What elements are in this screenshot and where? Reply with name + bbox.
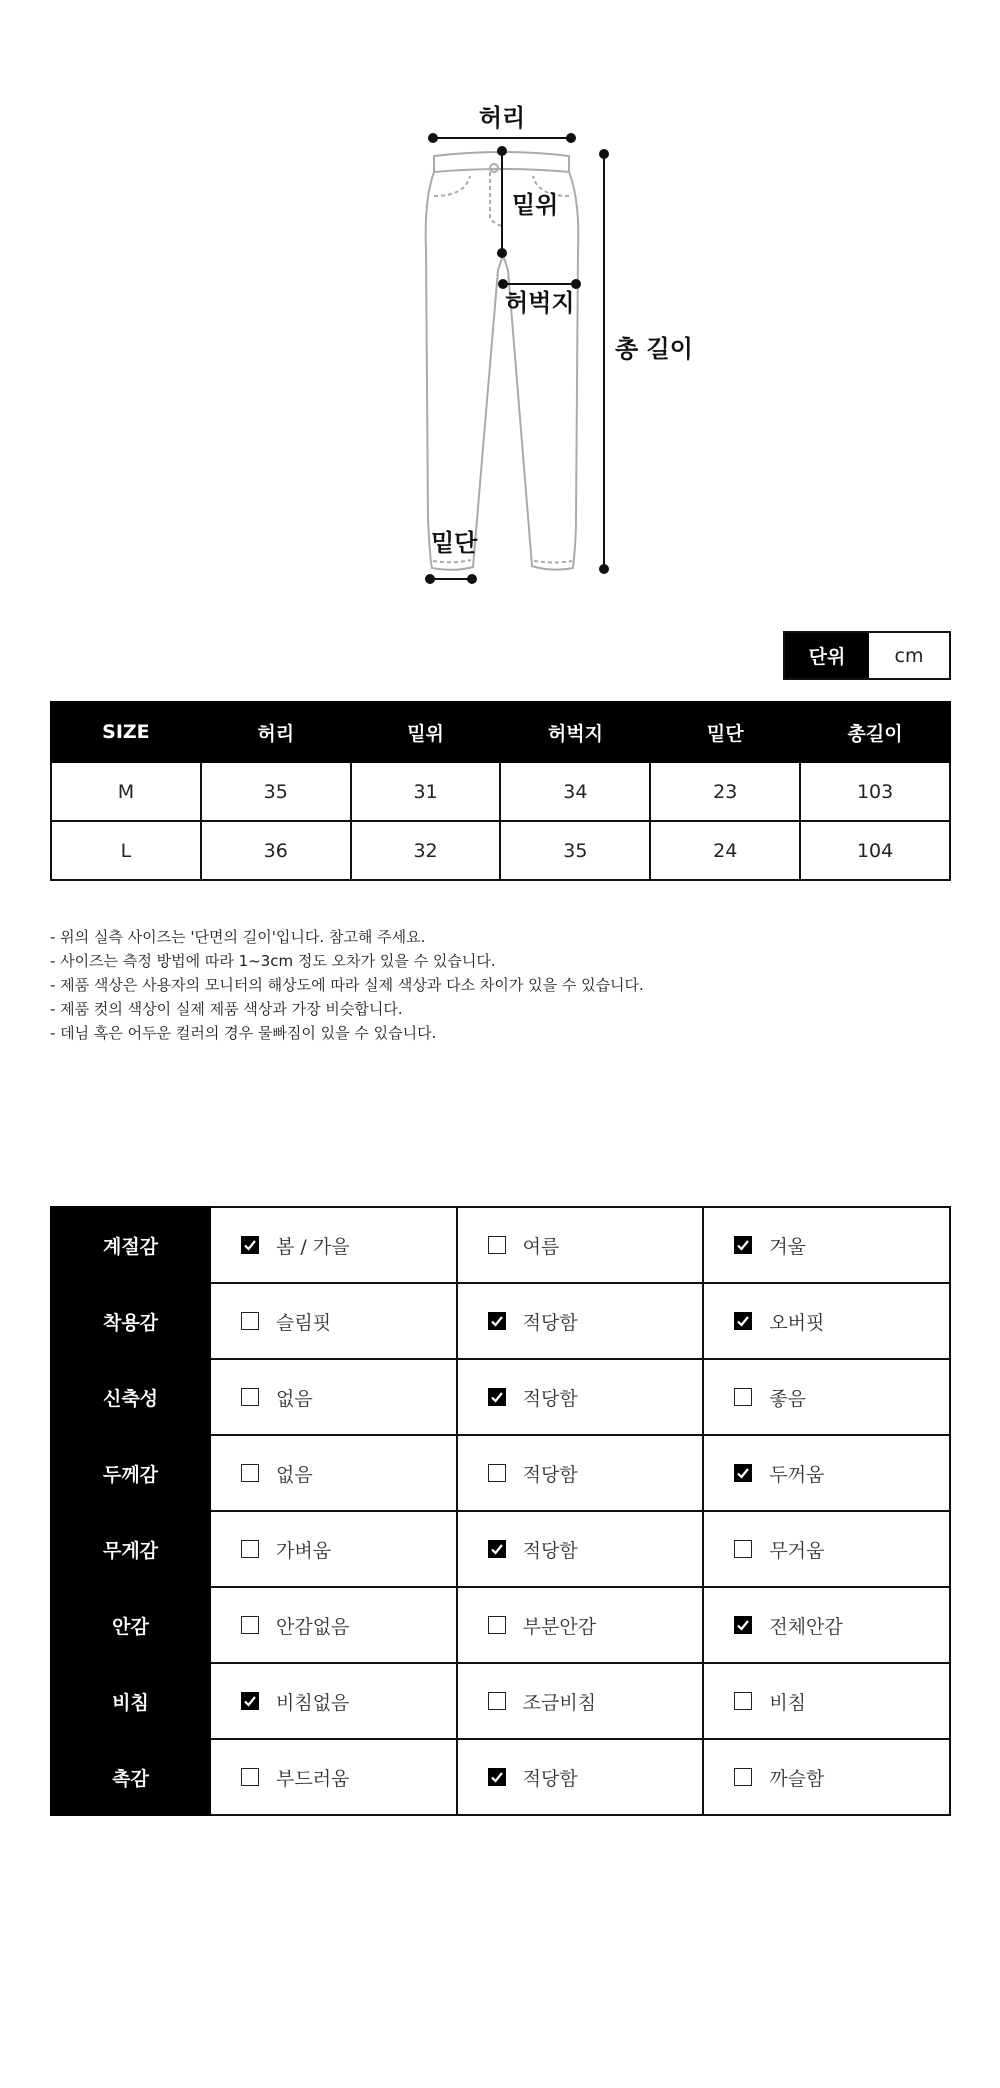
feature-option <box>241 1384 455 1411</box>
feature-option-cell <box>703 1511 950 1587</box>
col-hem: 밑단 <box>650 702 800 762</box>
feature-option-cell <box>210 1283 457 1359</box>
feature-option-cell <box>210 1435 457 1511</box>
col-rise: 밑위 <box>351 702 501 762</box>
feature-category: 비침 <box>51 1663 210 1739</box>
feature-option-cell <box>703 1587 950 1663</box>
feature-row <box>51 1739 950 1815</box>
unit-label: 단위 <box>785 633 869 678</box>
feature-option-cell <box>457 1663 704 1739</box>
feature-option <box>241 1536 455 1563</box>
feature-option-label: 조금비침 <box>522 1691 597 1714</box>
unit-value: cm <box>894 644 924 667</box>
checked-checkbox-icon <box>241 1236 259 1254</box>
feature-row <box>51 1435 950 1511</box>
feature-option <box>488 1308 702 1335</box>
empty-checkbox-icon <box>241 1540 259 1558</box>
feature-option-cell <box>457 1511 704 1587</box>
table-row <box>51 821 950 880</box>
feature-option-label: 적당함 <box>522 1463 578 1486</box>
note-line: - 사이즈는 측정 방법에 따라 1~3cm 정도 오차가 있을 수 있습니다. <box>50 952 496 970</box>
feature-option-cell <box>457 1739 704 1815</box>
feature-option-label: 여름 <box>522 1235 560 1258</box>
empty-checkbox-icon <box>734 1388 752 1406</box>
feature-option-label: 가벼움 <box>276 1539 332 1562</box>
note-line: - 제품 색상은 사용자의 모니터의 해상도에 따라 실제 색상과 다소 차이가 있을 수 있습니다. <box>50 976 644 994</box>
feature-option-label: 적당함 <box>522 1387 578 1410</box>
feature-category: 착용감 <box>51 1283 210 1359</box>
feature-category: 촉감 <box>51 1739 210 1815</box>
table-cell: 103 <box>800 762 950 821</box>
empty-checkbox-icon <box>488 1692 506 1710</box>
feature-option <box>734 1536 948 1563</box>
feature-option-cell <box>457 1207 704 1283</box>
empty-checkbox-icon <box>734 1768 752 1786</box>
note-line: - 제품 컷의 색상이 실제 제품 색상과 가장 비슷합니다. <box>50 1000 403 1018</box>
table-cell: M <box>51 762 201 821</box>
table-cell: 35 <box>201 762 351 821</box>
feature-option <box>734 1308 948 1335</box>
feature-option <box>488 1384 702 1411</box>
feature-option-label: 오버핏 <box>769 1311 825 1334</box>
table-cell: 34 <box>500 762 650 821</box>
empty-checkbox-icon <box>488 1464 506 1482</box>
feature-option-cell <box>703 1435 950 1511</box>
empty-checkbox-icon <box>241 1388 259 1406</box>
empty-checkbox-icon <box>241 1616 259 1634</box>
label-hem: 밑단 <box>431 529 478 557</box>
feature-option-cell <box>703 1739 950 1815</box>
feature-option <box>488 1536 702 1563</box>
feature-option-cell <box>210 1739 457 1815</box>
empty-checkbox-icon <box>241 1312 259 1330</box>
feature-option <box>241 1232 455 1259</box>
feature-category: 두께감 <box>51 1435 210 1511</box>
feature-option-label: 슬림핏 <box>276 1311 332 1334</box>
empty-checkbox-icon <box>241 1768 259 1786</box>
feature-option-label: 적당함 <box>522 1311 578 1334</box>
feature-option-label: 무거움 <box>769 1539 825 1562</box>
feature-option <box>734 1688 948 1715</box>
feature-option-label: 봄 / 가을 <box>276 1235 350 1258</box>
checked-checkbox-icon <box>488 1388 506 1406</box>
feature-option <box>734 1460 948 1487</box>
feature-category: 무게감 <box>51 1511 210 1587</box>
col-total-length: 총길이 <box>800 702 950 762</box>
pants-measurement-diagram <box>0 0 1000 600</box>
checked-checkbox-icon <box>734 1464 752 1482</box>
note-line: - 위의 실측 사이즈는 '단면의 길이'입니다. 참고해 주세요. <box>50 928 426 946</box>
feature-option <box>241 1612 455 1639</box>
feature-option-label: 전체안감 <box>769 1615 843 1638</box>
feature-row <box>51 1283 950 1359</box>
feature-option <box>734 1232 948 1259</box>
unit-indicator <box>783 631 951 680</box>
table-cell: 32 <box>351 821 501 880</box>
feature-category: 계절감 <box>51 1207 210 1283</box>
feature-option-label: 부분안감 <box>522 1615 597 1638</box>
feature-option-label: 까슬함 <box>769 1767 825 1790</box>
table-cell: L <box>51 821 201 880</box>
checked-checkbox-icon <box>734 1312 752 1330</box>
table-cell: 31 <box>351 762 501 821</box>
feature-option-cell <box>210 1207 457 1283</box>
label-rise: 밑위 <box>512 191 559 219</box>
feature-option <box>241 1688 455 1715</box>
feature-row <box>51 1511 950 1587</box>
feature-option-label: 적당함 <box>522 1539 578 1562</box>
table-cell: 23 <box>650 762 800 821</box>
feature-option-label: 적당함 <box>522 1767 578 1790</box>
size-table <box>50 701 951 881</box>
feature-option <box>488 1460 702 1487</box>
feature-category: 신축성 <box>51 1359 210 1435</box>
feature-option <box>488 1612 702 1639</box>
size-notes <box>50 925 644 1045</box>
table-cell: 24 <box>650 821 800 880</box>
feature-option-cell <box>210 1587 457 1663</box>
checked-checkbox-icon <box>488 1540 506 1558</box>
feature-option-label: 비침 <box>769 1691 807 1714</box>
checked-checkbox-icon <box>488 1312 506 1330</box>
feature-option <box>734 1764 948 1791</box>
feature-option-cell <box>703 1207 950 1283</box>
feature-option-cell <box>703 1663 950 1739</box>
empty-checkbox-icon <box>488 1616 506 1634</box>
feature-option <box>488 1688 702 1715</box>
feature-option-cell <box>210 1359 457 1435</box>
note-line: - 데님 혹은 어두운 컬러의 경우 물빠짐이 있을 수 있습니다. <box>50 1024 437 1042</box>
feature-option-label: 없음 <box>276 1387 313 1410</box>
feature-option-label: 없음 <box>276 1463 313 1486</box>
feature-option-label: 비침없음 <box>276 1691 350 1714</box>
table-cell: 104 <box>800 821 950 880</box>
feature-option <box>734 1612 948 1639</box>
feature-option <box>241 1764 455 1791</box>
empty-checkbox-icon <box>734 1540 752 1558</box>
col-size: SIZE <box>51 702 201 762</box>
table-row <box>51 762 950 821</box>
feature-option-label: 안감없음 <box>276 1615 350 1638</box>
feature-category: 안감 <box>51 1587 210 1663</box>
checked-checkbox-icon <box>734 1236 752 1254</box>
table-cell: 35 <box>500 821 650 880</box>
feature-row <box>51 1587 950 1663</box>
feature-row <box>51 1207 950 1283</box>
empty-checkbox-icon <box>241 1464 259 1482</box>
label-total-length: 총 길이 <box>615 335 693 363</box>
empty-checkbox-icon <box>488 1236 506 1254</box>
feature-option-label: 부드러움 <box>276 1767 350 1790</box>
feature-option <box>488 1764 702 1791</box>
feature-option-cell <box>457 1359 704 1435</box>
feature-option-label: 좋음 <box>769 1387 807 1410</box>
feature-option-cell <box>210 1511 457 1587</box>
size-table-header <box>51 702 950 762</box>
checked-checkbox-icon <box>488 1768 506 1786</box>
feature-option-cell <box>703 1283 950 1359</box>
col-waist: 허리 <box>201 702 351 762</box>
product-feature-table <box>50 1206 951 1816</box>
feature-option-cell <box>703 1359 950 1435</box>
feature-option <box>241 1460 455 1487</box>
feature-option-cell <box>457 1587 704 1663</box>
feature-option <box>241 1308 455 1335</box>
feature-row <box>51 1663 950 1739</box>
col-thigh: 허벅지 <box>500 702 650 762</box>
feature-option-cell <box>457 1435 704 1511</box>
checked-checkbox-icon <box>241 1692 259 1710</box>
feature-option-cell <box>210 1663 457 1739</box>
table-cell: 36 <box>201 821 351 880</box>
feature-option <box>488 1232 702 1259</box>
feature-row <box>51 1359 950 1435</box>
feature-option-label: 겨울 <box>769 1235 807 1258</box>
feature-option-cell <box>457 1283 704 1359</box>
label-waist: 허리 <box>478 104 526 132</box>
feature-option-label: 두꺼움 <box>769 1463 825 1486</box>
empty-checkbox-icon <box>734 1692 752 1710</box>
checked-checkbox-icon <box>734 1616 752 1634</box>
feature-option <box>734 1384 948 1411</box>
label-thigh: 허벅지 <box>505 289 575 317</box>
